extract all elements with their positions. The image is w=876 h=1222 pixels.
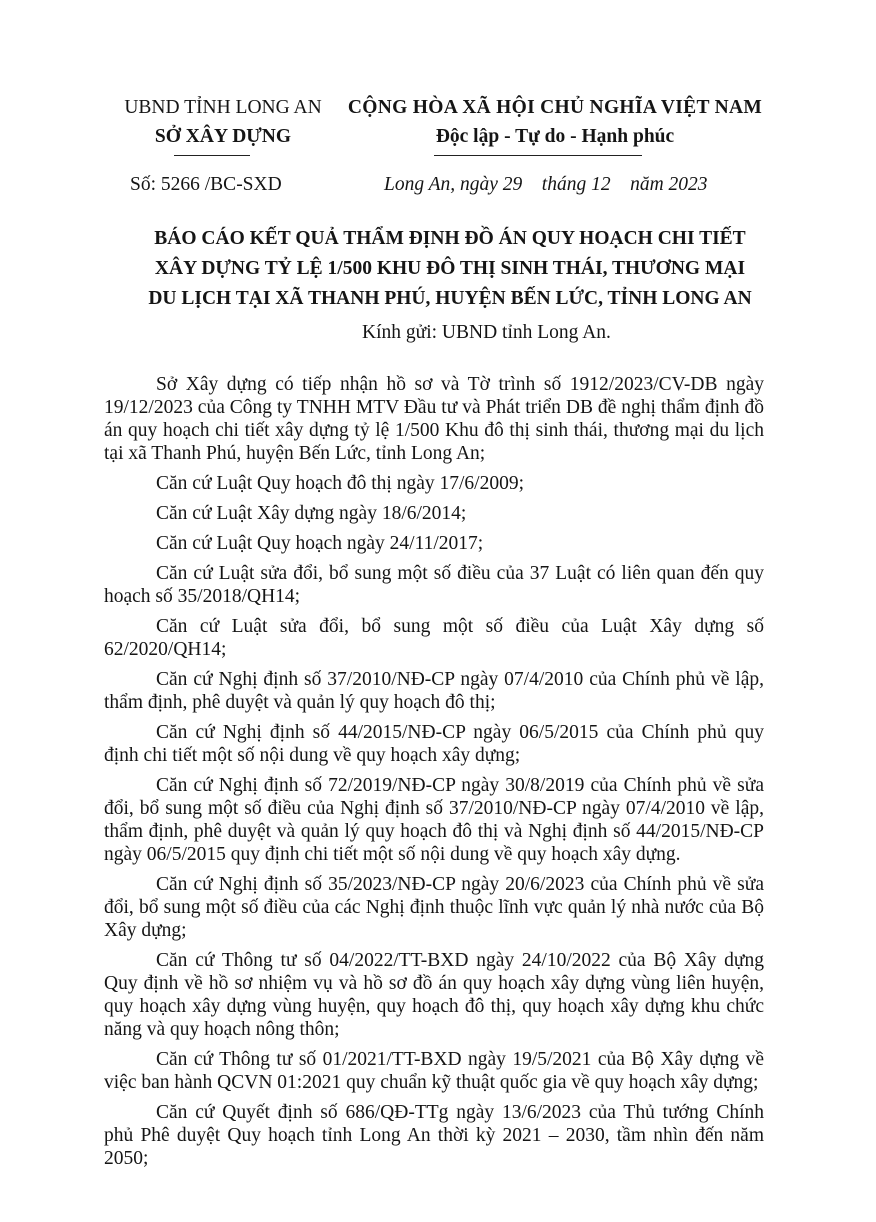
body-paragraph-4: Căn cứ Luật Quy hoạch ngày 24/11/2017; — [156, 533, 484, 554]
recipient: Kính gửi: UBND tỉnh Long An. — [362, 322, 611, 343]
body-paragraph-3: Căn cứ Luật Xây dựng ngày 18/6/2014; — [156, 503, 467, 524]
body-paragraph-6: Căn cứ Luật sửa đổi, bổ sung một số điều của Luật Xây dựng số 62/2020/QH14; — [104, 616, 764, 660]
body-paragraph-9: Căn cứ Nghị định số 72/2019/NĐ-CP ngày 30/8/2019 của Chính phủ về sửa đổi, bổ sung một số điều của Nghị định số 37/2010/NĐ-CP ngày 07/4/2010 về lập, thẩm định, phê duyệt và quản lý quy hoạch đô thị và Nghị định số 44/2015/NĐ-CP ngày 06/5/2015 quy định chi tiết một số nội dung về quy hoạch xây dựng. — [104, 775, 764, 865]
agency-underline — [174, 155, 250, 156]
body-paragraph-5: Căn cứ Luật sửa đổi, bổ sung một số điều của 37 Luật có liên quan đến quy hoạch số 35/2018/QH14; — [104, 563, 764, 607]
body-paragraph-2: Căn cứ Luật Quy hoạch đô thị ngày 17/6/2009; — [156, 473, 525, 494]
motto: Độc lập - Tự do - Hạnh phúc — [435, 126, 675, 147]
title-line-2: XÂY DỰNG TỶ LỆ 1/500 KHU ĐÔ THỊ SINH THÁI, THƯƠNG MẠI — [154, 258, 746, 279]
body-paragraph-13: Căn cứ Quyết định số 686/QĐ-TTg ngày 13/6/2023 của Thủ tướng Chính phủ Phê duyệt Quy hoạch tỉnh Long An thời kỳ 2021 – 2030, tầm nhìn đến năm 2050; — [104, 1102, 764, 1169]
body-paragraph-8: Căn cứ Nghị định số 44/2015/NĐ-CP ngày 06/5/2015 của Chính phủ quy định chi tiết một số nội dung về quy hoạch xây dựng; — [104, 722, 764, 766]
body-paragraph-12: Căn cứ Thông tư số 01/2021/TT-BXD ngày 19/5/2021 của Bộ Xây dựng về việc ban hành QCVN 01:2021 quy chuẩn kỹ thuật quốc gia về quy hoạch xây dựng; — [104, 1049, 764, 1093]
body-paragraph-10: Căn cứ Nghị định số 35/2023/NĐ-CP ngày 20/6/2023 của Chính phủ về sửa đổi, bổ sung một số điều của các Nghị định thuộc lĩnh vực quản lý nhà nước của Bộ Xây dựng; — [104, 874, 764, 941]
motto-underline — [434, 155, 642, 156]
doc-date: Long An, ngày 29 tháng 12 năm 2023 — [384, 174, 708, 195]
nation-name: CỘNG HÒA XÃ HỘI CHỦ NGHĨA VIỆT NAM — [347, 97, 763, 118]
agency-parent: UBND TỈNH LONG AN — [124, 97, 322, 118]
body-paragraph-11: Căn cứ Thông tư số 04/2022/TT-BXD ngày 24/10/2022 của Bộ Xây dựng Quy định về hồ sơ nhiệm vụ và hồ sơ đồ án quy hoạch xây dựng vùng liên huyện, quy hoạch xây dựng vùng huyện, quy hoạch đô thị, quy hoạch xây dựng khu chức năng và quy hoạch nông thôn; — [104, 950, 764, 1040]
agency-name: SỞ XÂY DỰNG — [154, 126, 292, 147]
document-body — [104, 373, 764, 1170]
title-line-1: BÁO CÁO KẾT QUẢ THẨM ĐỊNH ĐỒ ÁN QUY HOẠCH CHI TIẾT — [154, 228, 746, 249]
doc-title — [70, 224, 830, 314]
body-paragraph-1: Sở Xây dựng có tiếp nhận hồ sơ và Tờ trình số 1912/2023/CV-DB ngày 19/12/2023 của Công ty TNHH MTV Đầu tư và Phát triển DB đề nghị thẩm định đồ án quy hoạch chi tiết xây dựng tỷ lệ 1/500 Khu đô thị sinh thái, thương mại du lịch tại xã Thanh Phú, huyện Bến Lức, tỉnh Long An; — [104, 374, 764, 464]
title-line-3: DU LỊCH TẠI XÃ THANH PHÚ, HUYỆN BẾN LỨC, TỈNH LONG AN — [148, 288, 752, 309]
body-paragraph-7: Căn cứ Nghị định số 37/2010/NĐ-CP ngày 07/4/2010 của Chính phủ về lập, thẩm định, phê duyệt và quản lý quy hoạch đô thị; — [104, 669, 764, 713]
doc-number: Số: 5266 /BC-SXD — [130, 174, 282, 195]
